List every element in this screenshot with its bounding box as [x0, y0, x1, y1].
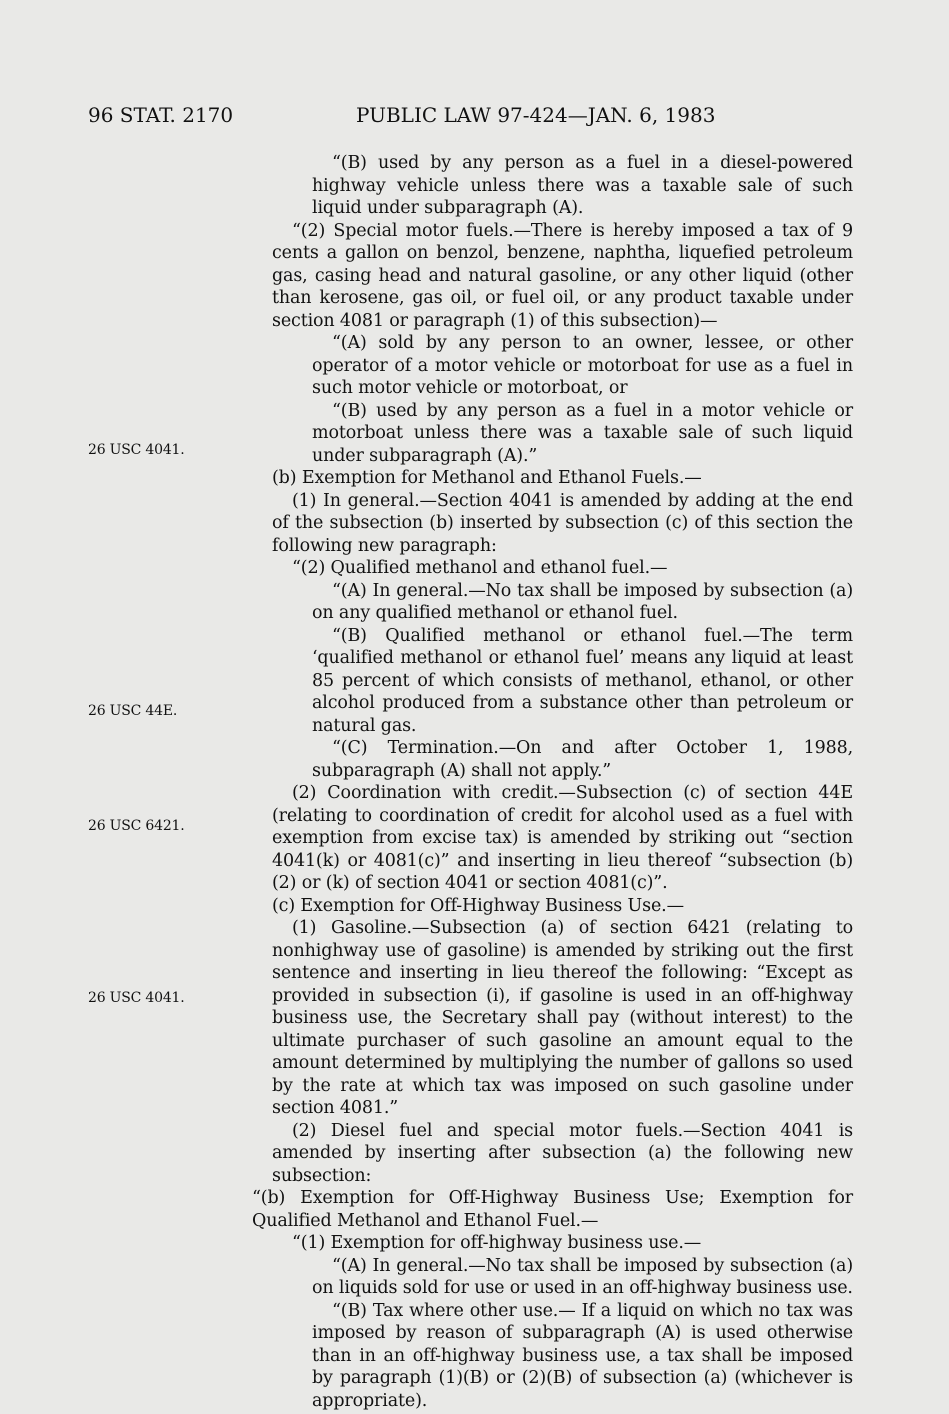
paragraph: “(B) Qualified methanol or ethanol fuel.—The term ‘qualified methanol or ethanol fuel’ means any liquid at least 85 percent of which consists of methanol, ethanol, or other alcohol produced from a substance other than petroleum or natural gas.: [312, 625, 853, 736]
paragraph: “(2) Special motor fuels.—There is hereby imposed a tax of 9 cents a gallon on benzol, benzene, naphtha, liquefied petroleum gas, casing head and natural gasoline, or any other liquid (other than kerosene, gas oil, or fuel oil, or any product taxable under section 4081 or paragraph (1) of this subsection)—: [272, 220, 853, 331]
public-law-title: PUBLIC LAW 97-424—JAN. 6, 1983: [356, 103, 716, 127]
paragraph: (1) In general.—Section 4041 is amended by adding at the end of the subsection (b) inserted by subsection (c) of this section the following new paragraph:: [272, 490, 853, 556]
paragraph: “(A) In general.—No tax shall be imposed by subsection (a) on any qualified methanol or ethanol fuel.: [312, 580, 853, 623]
paragraph: “(A) sold by any person to an owner, lessee, or other operator of a motor vehicle or motorboat for use as a fuel in such motor vehicle or motorboat, or: [312, 333, 853, 398]
margin-note: 26 USC 6421.: [88, 818, 185, 834]
body-text: [252, 152, 853, 1412]
stat-citation: 96 STAT. 2170: [88, 103, 234, 127]
margin-note: 26 USC 4041.: [88, 990, 185, 1006]
paragraph-heading: “(2) Qualified methanol and ethanol fuel.—: [292, 558, 668, 578]
margin-note: 26 USC 44E.: [88, 703, 178, 719]
paragraph: “(C) Termination.—On and after October 1, 1988, subparagraph (A) shall not apply.”: [312, 738, 853, 781]
subsection-heading: (b) Exemption for Methanol and Ethanol Fuels.—: [272, 468, 702, 488]
subsection-heading: (c) Exemption for Off-Highway Business Use.—: [272, 895, 684, 916]
paragraph: (2) Coordination with credit.—Subsection (c) of section 44E (relating to coordination of credit for alcohol used as a fuel with exemption from excise tax) is amended by striking out “section 4041(k) or 4081(c)” and inserting in lieu thereof “subsection (b)(2) or (k) of section 4041 or section 4081(c)”.: [272, 783, 853, 893]
paragraph: “(A) In general.—No tax shall be imposed by subsection (a) on liquids sold for use or used in an off-highway business use.: [312, 1255, 853, 1298]
paragraph: (1) Gasoline.—Subsection (a) of section 6421 (relating to nonhighway use of gasoline) is amended by striking out the first sentence and inserting in lieu thereof the following: “Except as provided in subsection (i), if gasoline is used in an off-highway business use, the Secretary shall pay (without interest) to the ultimate purchaser of such gasoline an amount equal to the amount determined by multiplying the number of gallons so used by the rate at which tax was imposed on such gasoline under section 4081.”: [272, 918, 853, 1118]
paragraph-heading: “(1) Exemption for off-highway business use.—: [292, 1233, 702, 1253]
paragraph: “(B) used by any person as a fuel in a motor vehicle or motorboat unless there was a taxable sale of such liquid under subparagraph (A).”: [312, 400, 853, 466]
paragraph: “(B) used by any person as a fuel in a diesel-powered highway vehicle unless there was a taxable sale of such liquid under subparagraph (A).: [312, 153, 853, 218]
paragraph: (2) Diesel fuel and special motor fuels.—Section 4041 is amended by inserting after subsection (a) the following new subsection:: [272, 1120, 853, 1186]
paragraph: “(B) Tax where other use.— If a liquid on which no tax was imposed by reason of subparagraph (A) is used otherwise than in an off-highway business use, a tax shall be imposed by paragraph (1)(B) or (2)(B) of subsection (a) (whichever is appropriate).: [312, 1300, 853, 1411]
paragraph-heading: “(b) Exemption for Off-Highway Business Use; Exemption for Qualified Methanol and Ethanol Fuel.—: [252, 1188, 853, 1231]
margin-note: 26 USC 4041.: [88, 442, 185, 458]
